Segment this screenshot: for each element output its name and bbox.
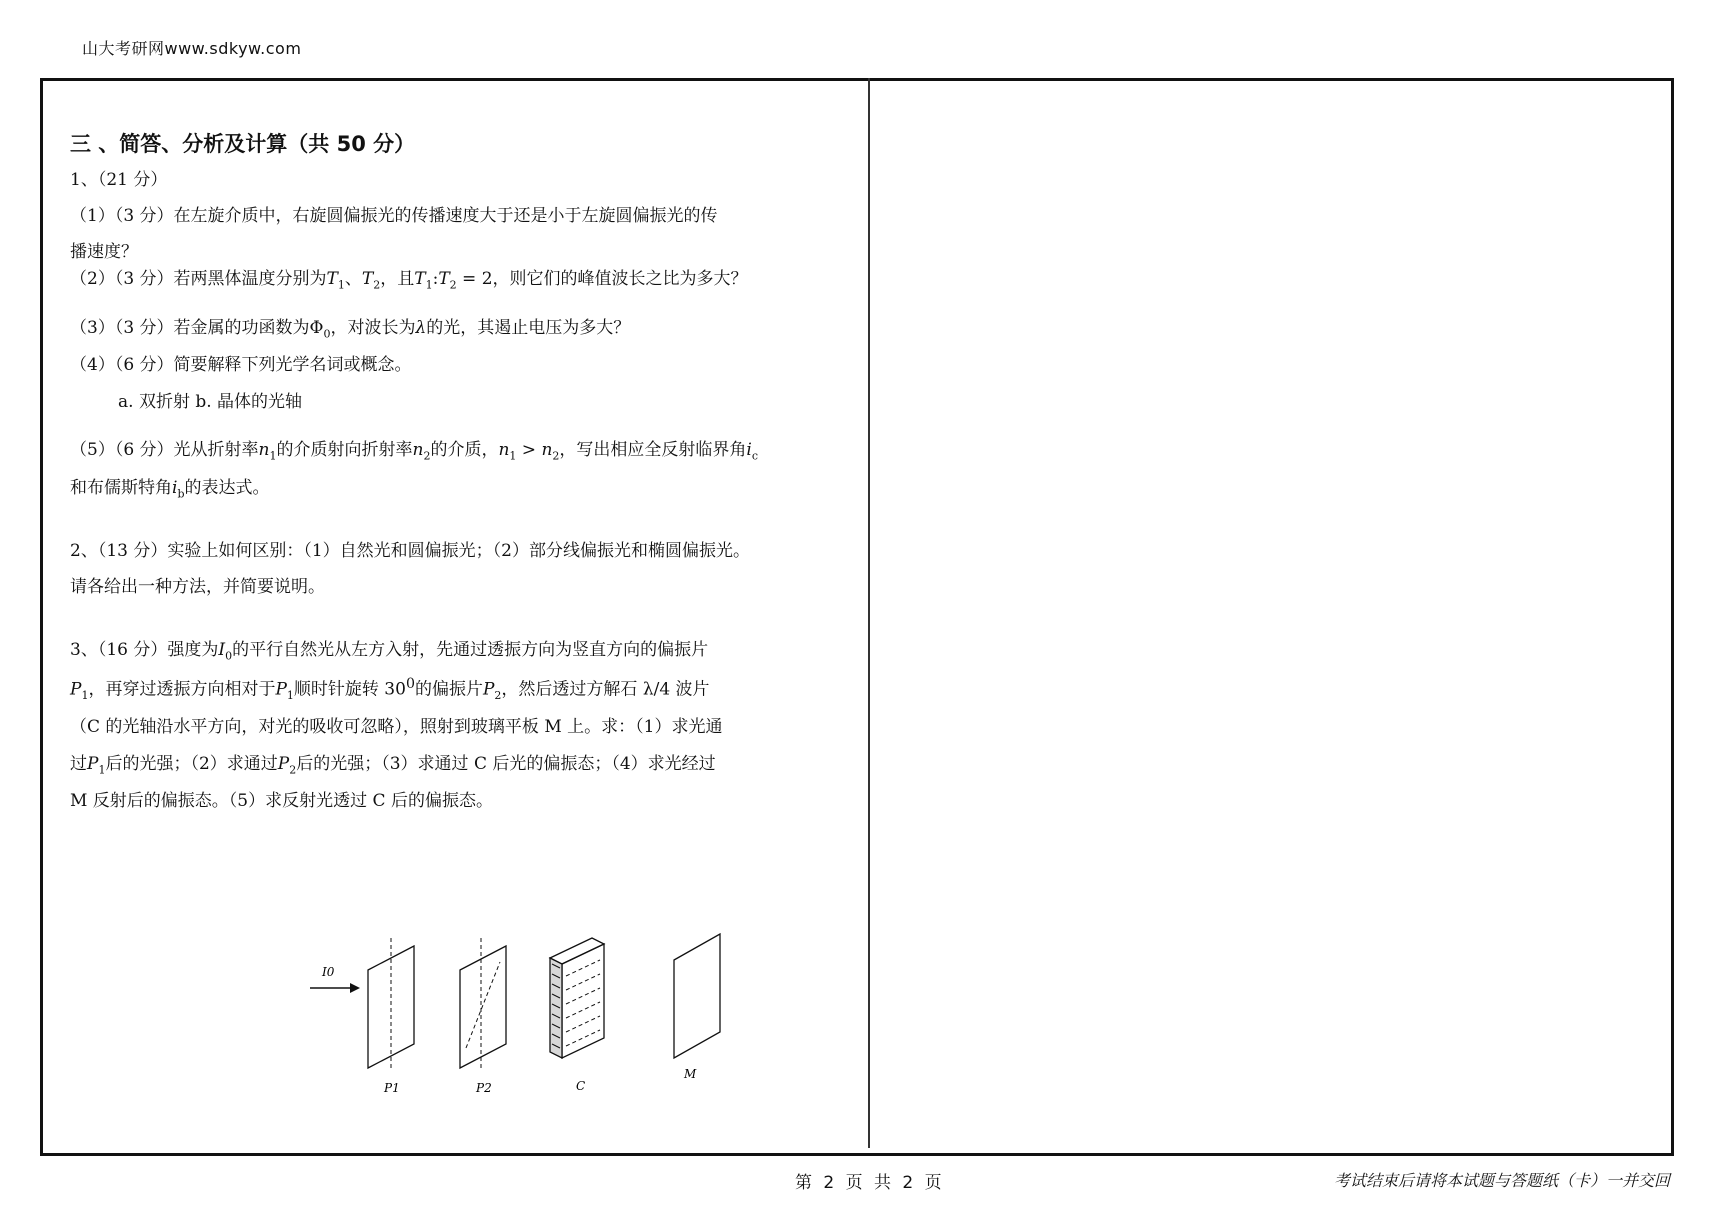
q3-line5: M 反射后的偏振态。（5）求反射光透过 C 后的偏振态。 xyxy=(70,791,493,812)
waveplate-c xyxy=(550,938,604,1058)
q3-line3: （C 的光轴沿水平方向，对光的吸收可忽略），照射到玻璃平板 M 上。求：（1）求光通 xyxy=(70,717,723,738)
q1-header: 1、（21 分） xyxy=(70,169,168,190)
q2-line2: 请各给出一种方法，并简要说明。 xyxy=(70,577,325,598)
optics-setup-diagram xyxy=(300,920,750,1095)
q1-part5-line1: （5）（6 分）光从折射率$n_1$的介质射向折射率$n_2$的介质，$n_1 > n_2$，写出相应全反射临界角$i_c$ xyxy=(70,440,759,463)
q1-part4: （4）（6 分）简要解释下列光学名词或概念。 xyxy=(70,355,412,376)
q1-part5-line2: 和布儒斯特角$i_b$的表达式。 xyxy=(70,477,270,500)
q3-line2: $P_1$，再穿过透振方向相对于$P_1$顺时针旋转 $30^0$的偏振片$P_2$，然后透过方解石 λ/4 波片 xyxy=(70,676,710,703)
left-column xyxy=(70,128,860,814)
incident-arrow xyxy=(310,983,360,993)
q1-part1-line1: （1）（3 分）在左旋介质中，右旋圆偏振光的传播速度大于还是小于左旋圆偏振光的传 xyxy=(70,205,718,226)
q1-part1-line2: 播速度？ xyxy=(70,242,138,263)
section-title: 三 、简答、分析及计算（共 50 分） xyxy=(70,132,416,156)
q1-part2: （2）（3 分）若两黑体温度分别为$T_1$、$T_2$，且$T_1:T_2 = 2$，则它们的峰值波长之比为多大？ xyxy=(70,268,748,291)
page-number: 第 2 页 共 2 页 xyxy=(795,1173,945,1193)
glass-plate-m xyxy=(674,934,720,1058)
q1-part3: （3）（3 分）若金属的功函数为$\Phi_0$，对波长为λ的光，其遏止电压为多大？ xyxy=(70,318,631,341)
q1-part4-items: a. 双折射 b. 晶体的光轴 xyxy=(118,391,303,412)
column-divider xyxy=(868,78,870,1148)
c-label: C xyxy=(576,1079,586,1093)
q2-line1: 2、（13 分）实验上如何区别：（1）自然光和圆偏振光；（2）部分线偏振光和椭圆偏振光。 xyxy=(70,541,750,562)
polarizer-p2 xyxy=(460,938,506,1070)
m-label: M xyxy=(684,1067,697,1081)
incident-label: I0 xyxy=(322,965,335,979)
q3-line4: 过$P_1$后的光强；（2）求通过$P_2$后的光强；（3）求通过 C 后光的偏振态；（4）求光经过 xyxy=(70,753,716,776)
p1-label: P1 xyxy=(384,1081,400,1095)
footer-note: 考试结束后请将本试题与答题纸（卡）一并交回 xyxy=(1333,1171,1670,1190)
p2-label: P2 xyxy=(476,1081,492,1095)
polarizer-p1 xyxy=(368,938,414,1070)
watermark-text: 山大考研网www.sdkyw.com xyxy=(82,39,302,58)
q3-line1: 3、（16 分）强度为$I_0$的平行自然光从左方入射，先通过透振方向为竖直方向的偏振片 xyxy=(70,639,709,663)
